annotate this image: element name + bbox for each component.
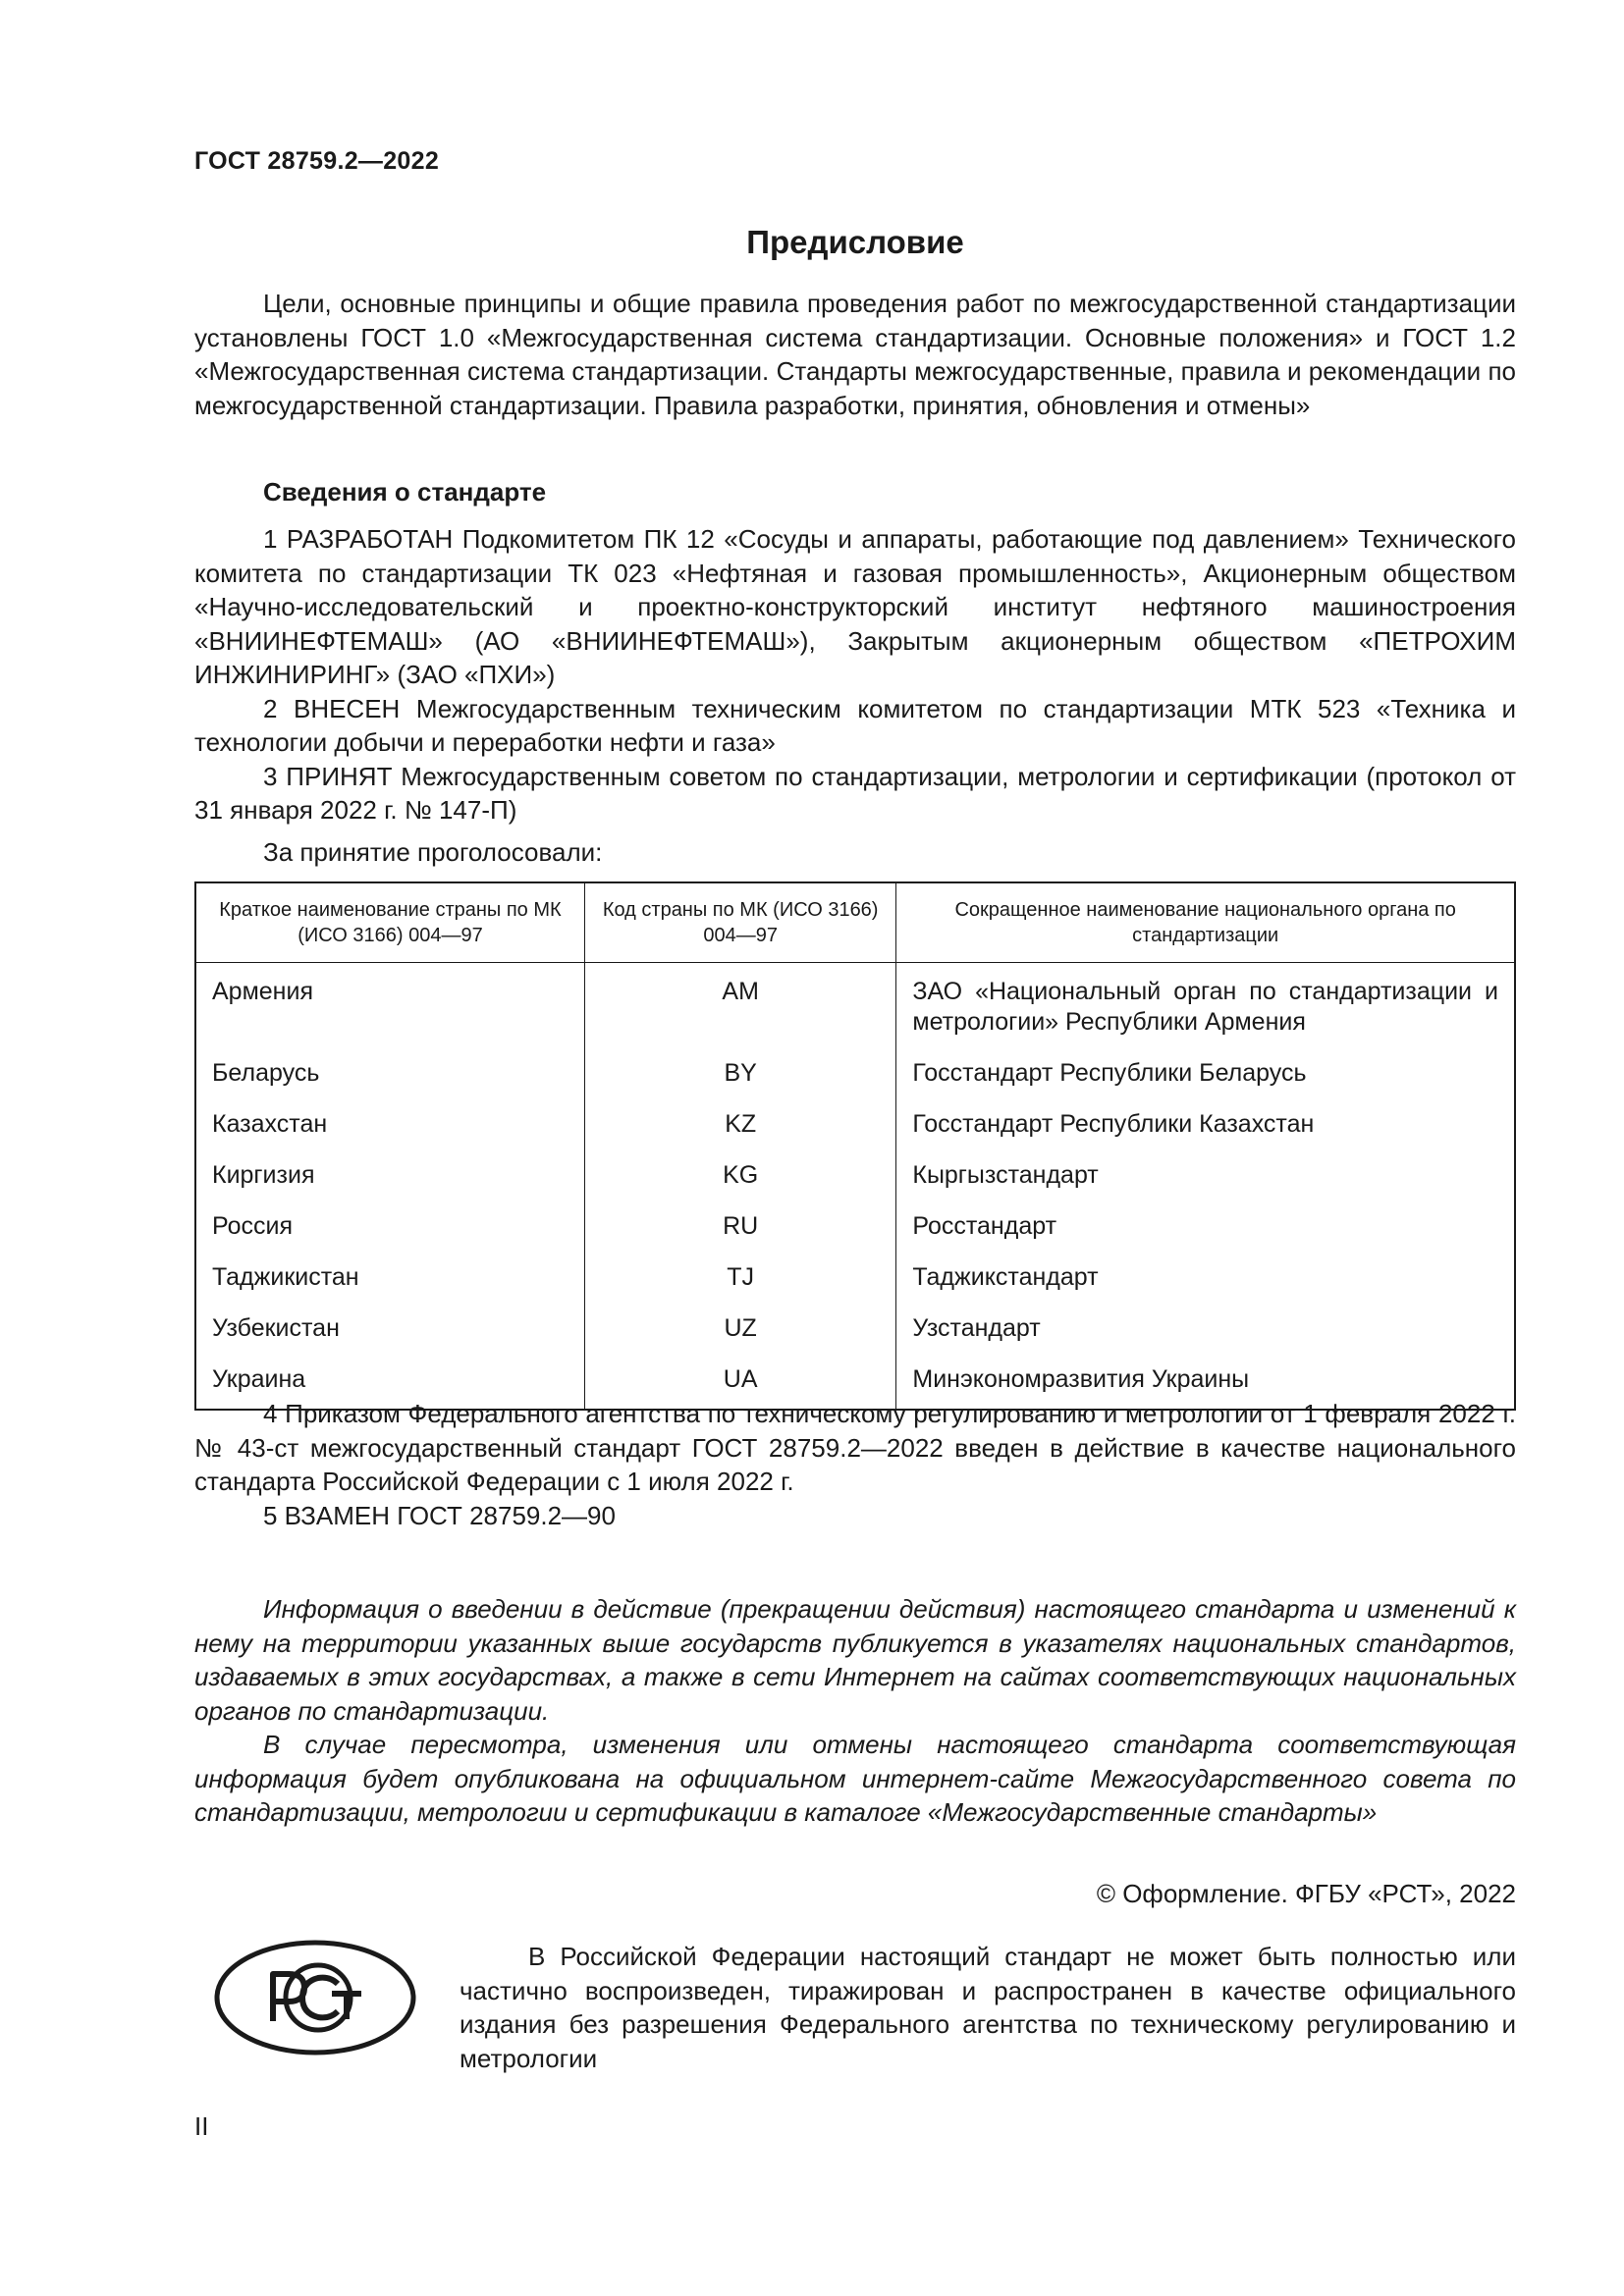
document-code-header: ГОСТ 28759.2—2022 (194, 147, 440, 175)
items-4-5 (194, 1397, 1516, 1532)
pct-certification-logo (212, 1939, 418, 2056)
cell-org: Госстандарт Республики Беларусь (896, 1055, 1515, 1106)
cell-code: BY (584, 1055, 895, 1106)
cell-code: AM (584, 963, 895, 1056)
cell-org: Госстандарт Республики Казахстан (896, 1106, 1515, 1157)
cell-country: Казахстан (195, 1106, 584, 1157)
cell-code: TJ (584, 1259, 895, 1310)
cell-country: Украина (195, 1362, 584, 1410)
pct-logo-icon (212, 1939, 418, 2056)
item-replaces: 5 ВЗАМЕН ГОСТ 28759.2—90 (263, 1500, 616, 1530)
page-number: II (194, 2111, 209, 2141)
cell-code: RU (584, 1208, 895, 1259)
cell-country: Узбекистан (195, 1310, 584, 1362)
table-row (195, 1310, 1515, 1362)
item-order: 4 Приказом Федерального агентства по техническому регулированию и метрологии от 1 февраля 2022 г. № 43-ст межгосударственный стандарт ГОСТ 28759.2—2022 введен в действие в качестве национального стандарта Российской Федерации с 1 июля 2022 г. (194, 1399, 1516, 1496)
cell-country: Таджикистан (195, 1259, 584, 1310)
notice-text: В Российской Федерации настоящий стандарт не может быть полностью или частично воспроизведен, тиражирован и распространен в качестве официального издания без разрешения Федерального агентства по техническому регулированию и метрологии (460, 1942, 1516, 2073)
item-adopted: 3 ПРИНЯТ Межгосударственным советом по стандартизации, метрологии и сертификации (протокол от 31 января 2022 г. № 147-П) (194, 761, 1516, 825)
item-introduced: 2 ВНЕСЕН Межгосударственным техническим комитетом по стандартизации МТК 523 «Техника и технологии добычи и переработки нефти и газа» (194, 693, 1516, 757)
table-header-row (195, 882, 1515, 963)
voting-countries-table (194, 881, 1516, 1411)
reproduction-notice (460, 1940, 1516, 2075)
italic-notes (194, 1592, 1516, 1830)
cell-country: Армения (195, 963, 584, 1056)
table-row (195, 963, 1515, 1056)
cell-country: Беларусь (195, 1055, 584, 1106)
cell-org: Таджикстандарт (896, 1259, 1515, 1310)
intro-paragraph: Цели, основные принципы и общие правила проведения работ по межгосударственной стандартизации установлены ГОСТ 1.0 «Межгосударственная система стандартизации. Основные положения» и ГОСТ 1.2 «Межгосударственная система стандартизации. Стандарты межгосударственные, правила и рекомендации по межгосударственной стандартизации. Правила разработки, принятия, обновления и отмены» (194, 289, 1516, 420)
items-1-3 (194, 522, 1516, 828)
header-national-body: Сокращенное наименование национального органа по стандартизации (896, 882, 1515, 963)
note-revision-info: В случае пересмотра, изменения или отмены настоящего стандарта соответствующая информация будет опубликована на официальном интернет-сайте Межгосударственного совета по стандартизации, метрологии и сертификации в каталоге «Межгосударственные стандарты» (194, 1730, 1516, 1827)
info-heading: Сведения о стандарте (263, 477, 547, 507)
note-introduction-info: Информация о введении в действие (прекращении действия) настоящего стандарта и изменений к нему на территории указанных выше государств публикуется в указателях национальных стандартов, издаваемых в этих государствах, а также в сети Интернет на сайтах соответствующих национальных органов по стандартизации. (194, 1594, 1516, 1726)
table-row (195, 1208, 1515, 1259)
page-title: Предисловие (746, 224, 964, 260)
cell-org: Минэкономразвития Украины (896, 1362, 1515, 1410)
voted-label: За принятие проголосовали: (263, 837, 603, 867)
item-developed: 1 РАЗРАБОТАН Подкомитетом ПК 12 «Сосуды и аппараты, работающие под давлением» Технического комитета по стандартизации ТК 023 «Нефтяная и газовая промышленность», Акционерным обществом «Научно-исследовательский и проектно-конструкторский институт нефтяного машиностроения «ВНИИНЕФТЕМАШ» (АО «ВНИИНЕФТЕМАШ»), Закрытым акционерным обществом «ПЕТРОХИМ ИНЖИНИРИНГ» (ЗАО «ПХИ») (194, 524, 1516, 689)
header-country-name: Краткое наименование страны по МК (ИСО 3166) 004—97 (195, 882, 584, 963)
copyright-line: © Оформление. ФГБУ «РСТ», 2022 (1096, 1879, 1516, 1908)
cell-code: UA (584, 1362, 895, 1410)
cell-org: Росстандарт (896, 1208, 1515, 1259)
header-country-code: Код страны по МК (ИСО 3166) 004—97 (584, 882, 895, 963)
table-row (195, 1259, 1515, 1310)
cell-code: KG (584, 1157, 895, 1208)
cell-country: Киргизия (195, 1157, 584, 1208)
standard-info-section (194, 475, 1516, 509)
voted-line (194, 835, 1516, 870)
cell-code: UZ (584, 1310, 895, 1362)
cell-code: KZ (584, 1106, 895, 1157)
table-row (195, 1106, 1515, 1157)
cell-org: ЗАО «Национальный орган по стандартизации и метрологии» Республики Армения (896, 963, 1515, 1056)
table-row (195, 1157, 1515, 1208)
intro-section (194, 287, 1516, 422)
table-row (195, 1055, 1515, 1106)
document-page (194, 0, 1516, 2296)
cell-org: Кыргызстандарт (896, 1157, 1515, 1208)
cell-country: Россия (195, 1208, 584, 1259)
cell-org: Узстандарт (896, 1310, 1515, 1362)
